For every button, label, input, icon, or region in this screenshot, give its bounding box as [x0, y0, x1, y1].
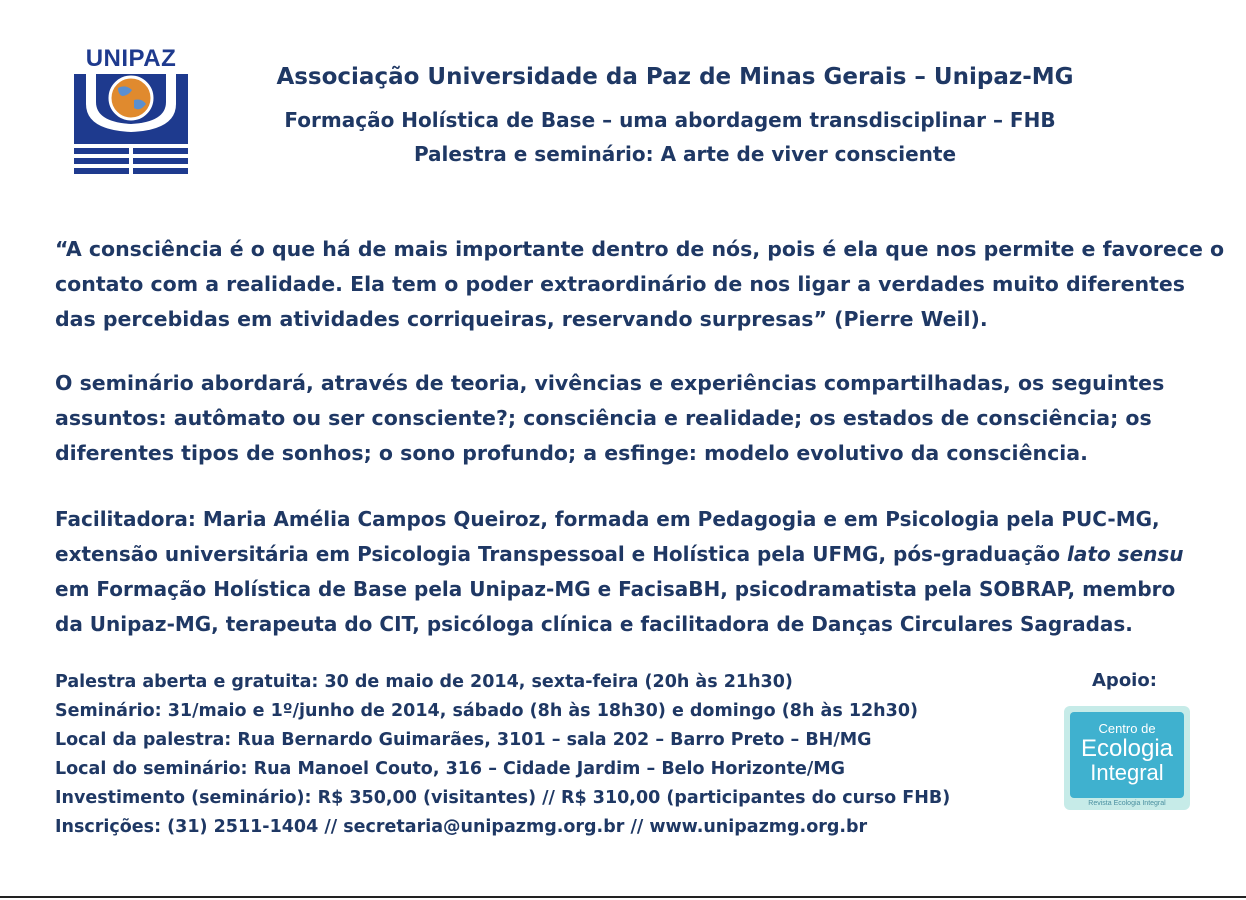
- info-line-registration: Inscrições: (31) 2511-1404 // secretaria@unipazmg.org.br // www.unipazmg.org.br: [55, 817, 868, 837]
- quote-paragraph: [55, 232, 1225, 337]
- facilitator-line-text: extensão universitária em Psicologia Transpessoal e Holística pela UFMG, pós-graduação: [55, 542, 1068, 566]
- facilitator-line: [55, 537, 1225, 572]
- facilitator-line: Facilitadora: Maria Amélia Campos Queiroz, formada em Pedagogia e em Psicologia pela PUC-MG,: [55, 507, 1160, 531]
- ecologia-logo-line: Integral: [1090, 760, 1164, 785]
- facilitator-paragraph: [55, 502, 1225, 642]
- seminar-line: O seminário abordará, através de teoria, vivências e experiências compartilhadas, os seguintes: [55, 371, 1165, 395]
- seminar-line: diferentes tipos de sonhos; o sono profundo; a esfinge: modelo evolutivo da consciência.: [55, 441, 1088, 465]
- ecologia-logo-panel: [1070, 712, 1184, 798]
- organization-title: Associação Universidade da Paz de Minas Gerais – Unipaz-MG: [276, 64, 1074, 90]
- seminar-line: assuntos: autômato ou ser consciente?; consciência e realidade; os estados de consciência; os: [55, 406, 1152, 430]
- info-line-seminar-venue: Local do seminário: Rua Manoel Couto, 316 – Cidade Jardim – Belo Horizonte/MG: [55, 759, 846, 779]
- bottom-divider: [0, 896, 1246, 898]
- info-line-lecture-venue: Local da palestra: Rua Bernardo Guimarães, 3101 – sala 202 – Barro Preto – BH/MG: [55, 730, 872, 750]
- event-info: [55, 668, 950, 842]
- facilitator-italic-term: lato sensu: [1067, 542, 1184, 566]
- info-line-seminar: Seminário: 31/maio e 1º/junho de 2014, sábado (8h às 18h30) e domingo (8h às 12h30): [55, 701, 918, 721]
- ecologia-logo-tagline: Revista Ecologia Integral: [1088, 800, 1166, 807]
- support-label: Apoio:: [1092, 670, 1157, 691]
- info-line-lecture: Palestra aberta e gratuita: 30 de maio de 2014, sexta-feira (20h às 21h30): [55, 672, 793, 692]
- program-subtitle: Formação Holística de Base – uma abordagem transdisciplinar – FHB: [284, 108, 1056, 132]
- facilitator-line: em Formação Holística de Base pela Unipaz-MG e FacisaBH, psicodramatista pela SOBRAP, membro: [55, 577, 1176, 601]
- ecologia-integral-logo: [1064, 706, 1190, 810]
- info-line-price: Investimento (seminário): R$ 350,00 (visitantes) // R$ 310,00 (participantes do curso FHB): [55, 788, 951, 808]
- quote-line: das percebidas em atividades corriqueiras, reservando surpresas” (Pierre Weil).: [55, 307, 988, 331]
- event-title: Palestra e seminário: A arte de viver consciente: [413, 142, 957, 166]
- unipaz-wordmark: UNIPAZ: [85, 45, 177, 72]
- ecologia-logo-line: Centro de: [1098, 721, 1156, 736]
- facilitator-line: da Unipaz-MG, terapeuta do CIT, psicóloga clínica e facilitadora de Danças Circulares Sagradas.: [55, 612, 1133, 636]
- quote-line: “A consciência é o que há de mais importante dentro de nós, pois é ela que nos permite e favorece o: [55, 237, 1225, 261]
- seminar-paragraph: [55, 366, 1225, 471]
- ecologia-logo-line: Ecologia: [1080, 735, 1174, 762]
- quote-line: contato com a realidade. Ela tem o poder extraordinário de nos ligar a verdades muito diferentes: [55, 272, 1186, 296]
